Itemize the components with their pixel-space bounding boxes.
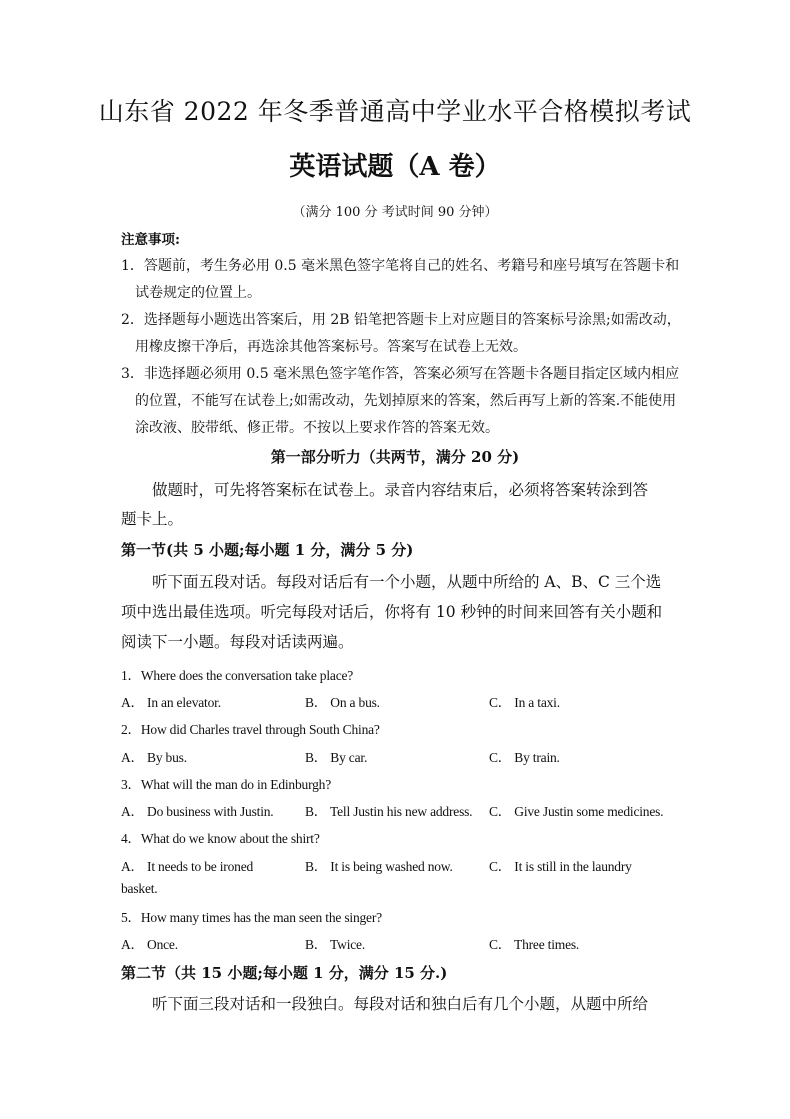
exam-title: 山东省 2022 年冬季普通高中学业水平合格模拟考试: [98, 97, 692, 126]
notes-line: 试卷规定的位置上。: [135, 285, 261, 301]
question-text: 1．Where does the conversation take place?: [121, 668, 354, 683]
section1-intro-line: 听下面五段对话。每段对话后有一个小题，从题中所给的 A、B、C 三个选: [152, 573, 662, 591]
section1-heading: 第一节(共 5 小题;每小题 1 分，满分 5 分): [121, 541, 414, 559]
notes-line: 2．选择题每小题选出答案后，用 2B 铅笔把答题卡上对应题目的答案标号涂黑;如需改动，: [121, 312, 681, 328]
option-a: A． It needs to be ironed: [121, 859, 254, 874]
notes-line: 3．非选择题必须用 0.5 毫米黑色签字笔作答，答案必须写在答题卡各题目指定区域内相应: [121, 366, 680, 382]
section1-intro-line: 阅读下一小题。每段对话读两遍。: [121, 633, 354, 651]
question-text: 2．How did Charles travel through South China?: [121, 722, 380, 737]
option-b: B． It is being washed now.: [305, 859, 453, 874]
option-a: A． In an elevator.: [121, 695, 221, 710]
option-a: A． By bus.: [121, 750, 187, 765]
part1-intro-line: 做题时，可先将答案标在试卷上。录音内容结束后，必须将答案转涂到答: [152, 481, 649, 499]
option-c: C． It is still in the laundry: [489, 859, 632, 874]
option-b: B． On a bus.: [305, 695, 380, 710]
question-text: 5．How many times has the man seen the singer?: [121, 910, 382, 925]
notes-heading: 注意事项:: [121, 232, 180, 248]
option-a: A． Do business with Justin.: [121, 804, 274, 819]
option-b: B． By car.: [305, 750, 368, 765]
option-c-continued: basket.: [121, 881, 158, 896]
option-c: C． By train.: [489, 750, 560, 765]
question-text: 4．What do we know about the shirt?: [121, 831, 320, 846]
notes-line: 1．答题前，考生务必用 0.5 毫米黑色签字笔将自己的姓名、考籍号和座号填写在答题卡和: [121, 258, 680, 274]
option-a: A． Once.: [121, 937, 178, 952]
part1-heading: 第一部分听力（共两节，满分 20 分): [270, 448, 520, 466]
notes-line: 的位置，不能写在试卷上;如需改动，先划掉原来的答案，然后再写上新的答案.不能使用: [135, 393, 677, 409]
option-b: B． Twice.: [305, 937, 365, 952]
question-text: 3．What will the man do in Edinburgh?: [121, 777, 332, 792]
exam-info: （满分 100 分 考试时间 90 分钟）: [292, 205, 498, 220]
section1-intro-line: 项中选出最佳选项。听完每段对话后，你将有 10 秒钟的时间来回答有关小题和: [121, 603, 663, 621]
option-b: B． Tell Justin his new address.: [305, 804, 473, 819]
notes-line: 涂改液、胶带纸、修正带。不按以上要求作答的答案无效。: [135, 420, 499, 436]
option-c: C． In a taxi.: [489, 695, 560, 710]
section2-intro-line: 听下面三段对话和一段独白。每段对话和独白后有几个小题，从题中所给: [152, 995, 649, 1013]
option-c: C． Give Justin some medicines.: [489, 804, 664, 819]
part1-intro-line: 题卡上。: [121, 510, 184, 528]
exam-subtitle: 英语试题（A 卷）: [289, 152, 501, 182]
section2-heading: 第二节（共 15 小题;每小题 1 分，满分 15 分.): [121, 964, 448, 982]
notes-line: 用橡皮擦干净后，再选涂其他答案标号。答案写在试卷上无效。: [135, 339, 527, 355]
option-c: C． Three times.: [489, 937, 580, 952]
